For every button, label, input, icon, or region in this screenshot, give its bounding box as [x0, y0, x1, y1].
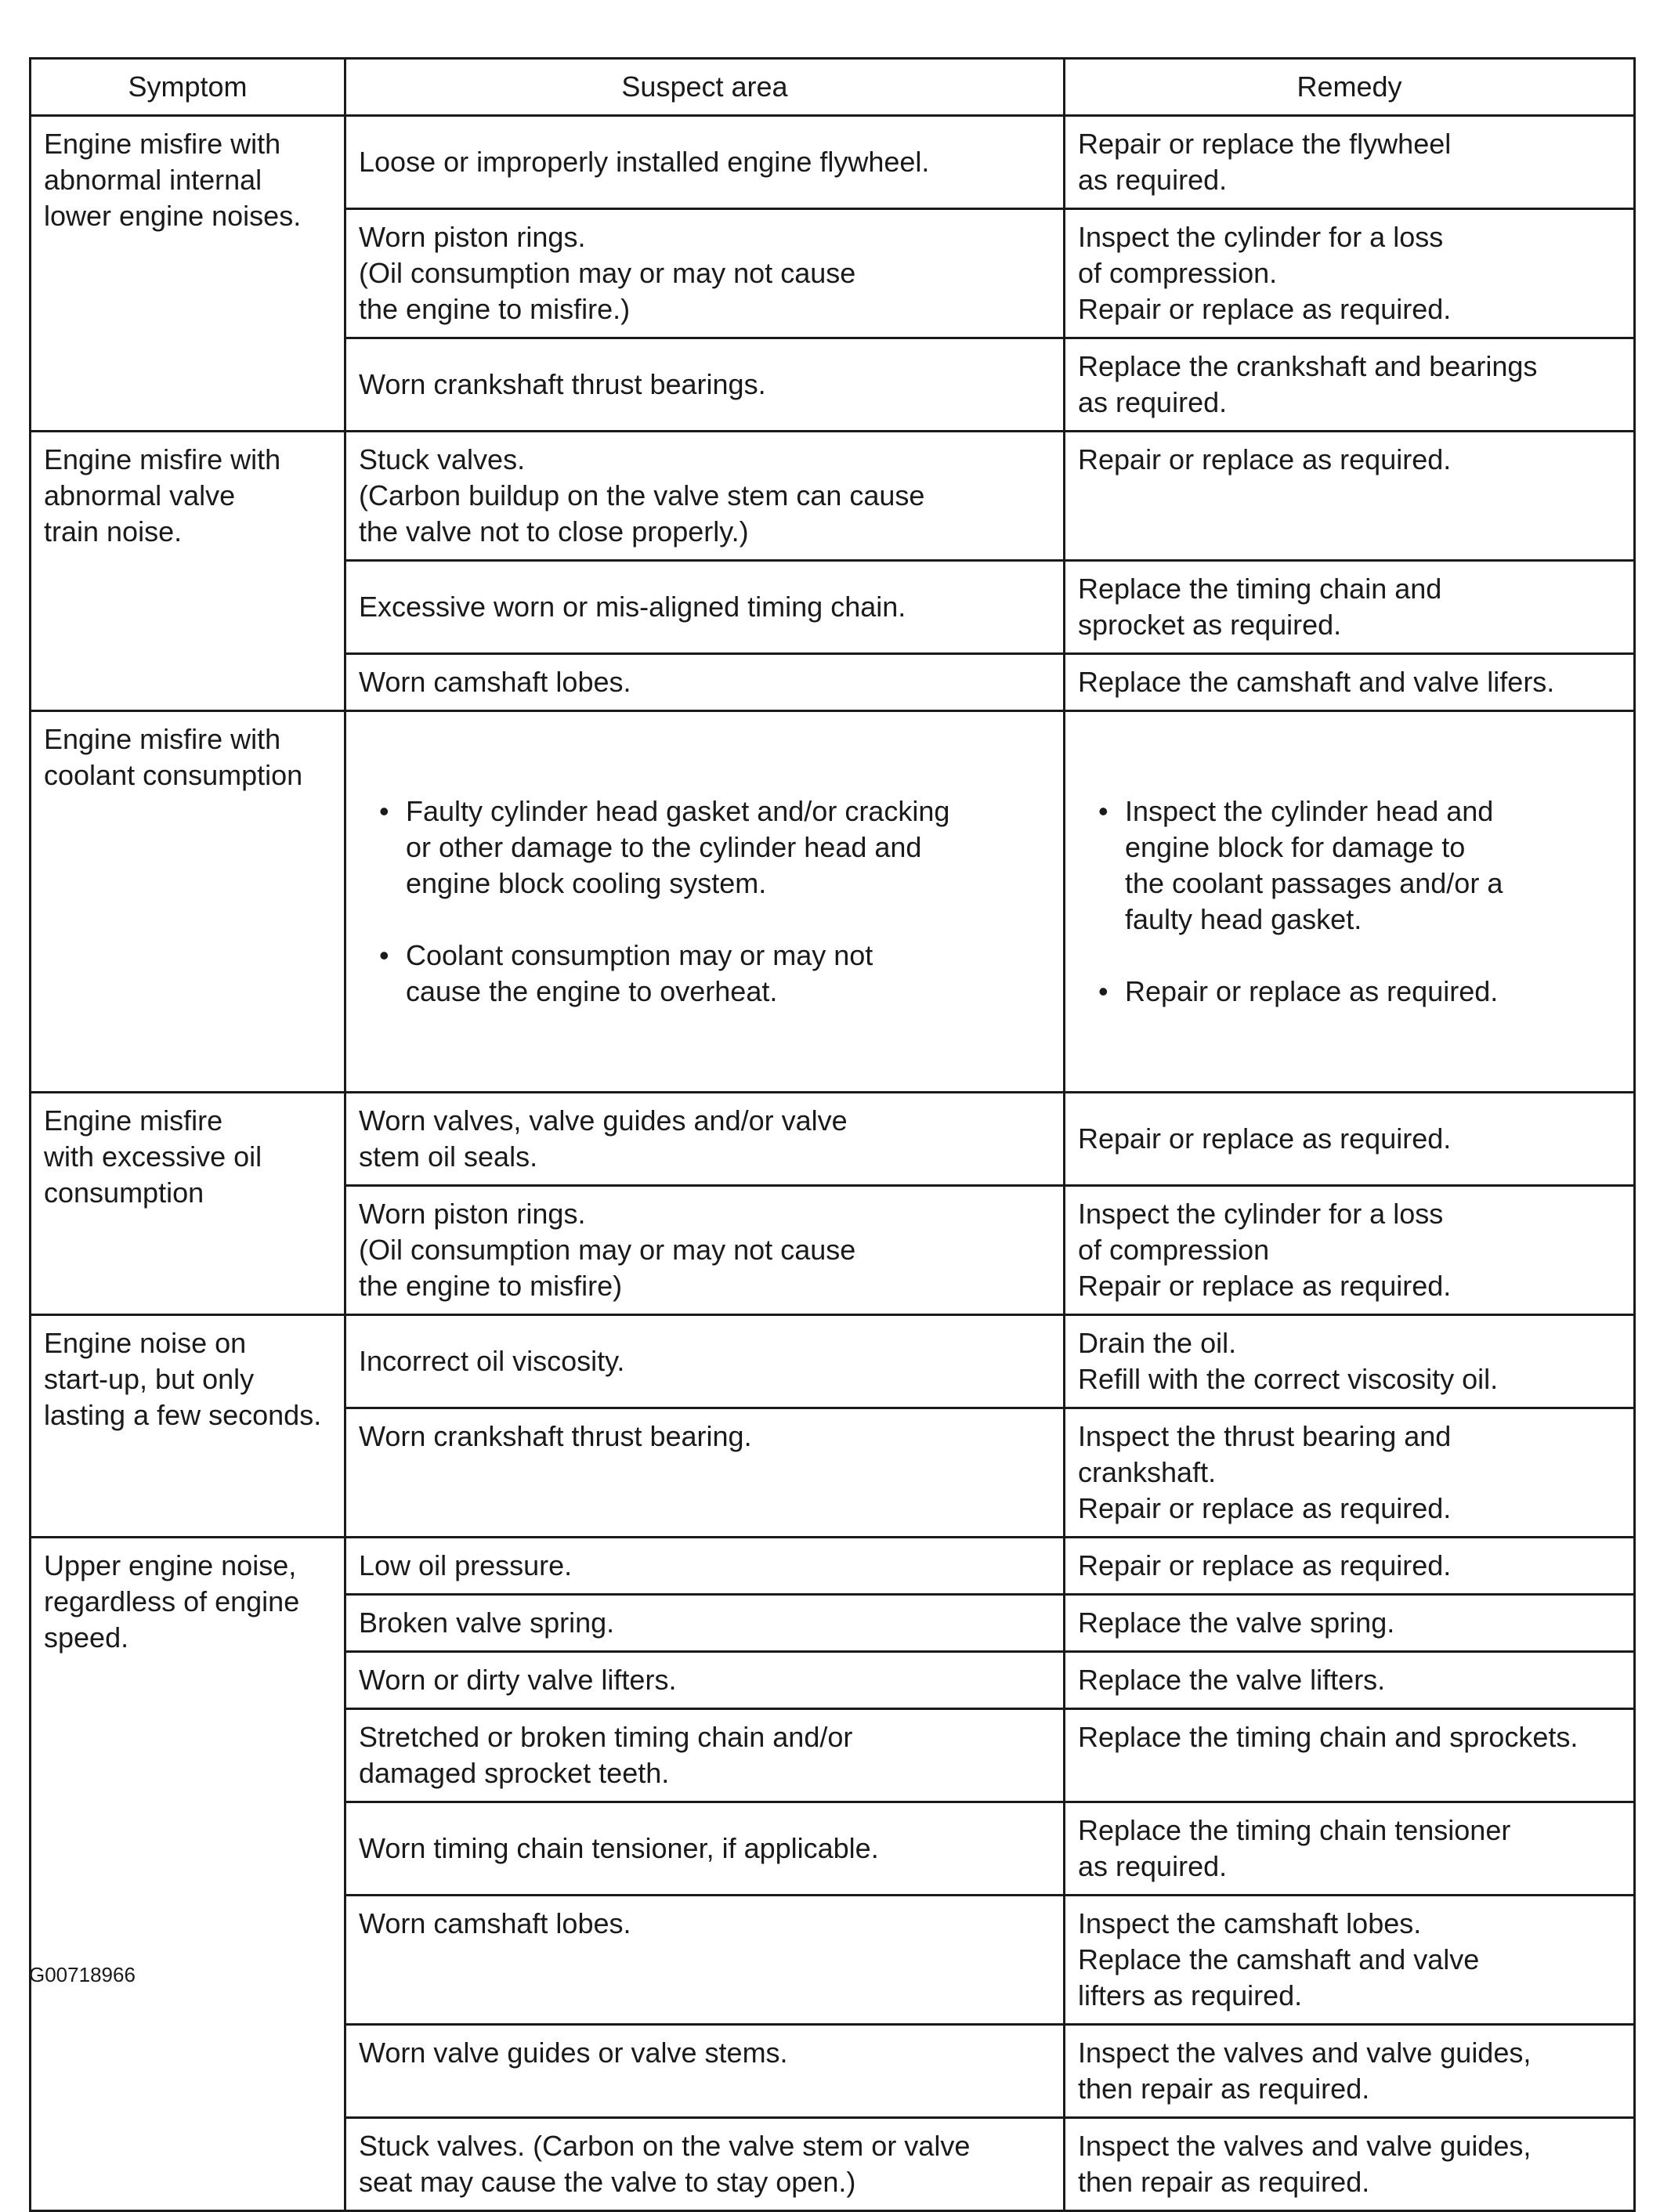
remedy-bullet-list	[1078, 757, 1621, 1046]
table-row	[31, 116, 1635, 209]
suspect-cell: Worn camshaft lobes.	[345, 654, 1065, 711]
suspect-cell: Stretched or broken timing chain and/or damaged sprocket teeth.	[345, 1709, 1065, 1802]
remedy-cell: Repair or replace as required.	[1065, 1538, 1635, 1595]
symptom-cell: Engine misfire with excessive oil consumption	[31, 1093, 345, 1315]
table-row	[31, 1538, 1635, 1595]
suspect-cell: Excessive worn or mis-aligned timing chain.	[345, 561, 1065, 654]
suspect-cell: Worn piston rings. (Oil consumption may or may not cause the engine to misfire)	[345, 1186, 1065, 1315]
table-row	[31, 432, 1635, 561]
remedy-cell: Replace the valve lifters.	[1065, 1652, 1635, 1709]
symptom-cell: Engine noise on start-up, but only lasting a few seconds.	[31, 1315, 345, 1538]
remedy-cell: Inspect the valves and valve guides, then repair as required.	[1065, 2118, 1635, 2211]
suspect-cell: Worn camshaft lobes.	[345, 1896, 1065, 2025]
remedy-cell: Inspect the cylinder for a loss of compression Repair or replace as required.	[1065, 1186, 1635, 1315]
symptom-cell: Upper engine noise, regardless of engine speed.	[31, 1538, 345, 2211]
symptom-cell: Engine misfire with abnormal internal lower engine noises.	[31, 116, 345, 432]
header-row	[31, 59, 1635, 116]
remedy-cell: Replace the valve spring.	[1065, 1595, 1635, 1652]
header-symptom: Symptom	[31, 59, 345, 116]
header-suspect-area: Suspect area	[345, 59, 1065, 116]
suspect-cell: Incorrect oil viscosity.	[345, 1315, 1065, 1408]
remedy-cell: Inspect the cylinder for a loss of compression. Repair or replace as required.	[1065, 209, 1635, 338]
remedy-cell: Repair or replace the flywheel as required.	[1065, 116, 1635, 209]
remedy-cell: Replace the timing chain and sprocket as required.	[1065, 561, 1635, 654]
table-row	[31, 1315, 1635, 1408]
symptom-cell: Engine misfire with abnormal valve train noise.	[31, 432, 345, 711]
symptom-cell: Engine misfire with coolant consumption	[31, 711, 345, 1093]
suspect-cell: Worn or dirty valve lifters.	[345, 1652, 1065, 1709]
figure-code: G00718966	[29, 1963, 136, 1986]
header-remedy: Remedy	[1065, 59, 1635, 116]
remedy-cell: Replace the timing chain and sprockets.	[1065, 1709, 1635, 1802]
table-row	[31, 1093, 1635, 1186]
remedy-cell	[1065, 711, 1635, 1093]
diagnosis-table	[29, 57, 1636, 2212]
suspect-cell	[345, 711, 1065, 1093]
remedy-cell: Inspect the valves and valve guides, then repair as required.	[1065, 2025, 1635, 2118]
remedy-cell: Drain the oil. Refill with the correct viscosity oil.	[1065, 1315, 1635, 1408]
table-row	[31, 711, 1635, 1093]
suspect-cell: Worn piston rings. (Oil consumption may or may not cause the engine to misfire.)	[345, 209, 1065, 338]
suspect-cell: Stuck valves. (Carbon on the valve stem or valve seat may cause the valve to stay open.)	[345, 2118, 1065, 2211]
suspect-cell: Low oil pressure.	[345, 1538, 1065, 1595]
remedy-cell: Replace the camshaft and valve lifers.	[1065, 654, 1635, 711]
remedy-bullet: • Inspect the cylinder head and engine block for damage to the coolant passages and/or a faulty head gasket.	[1125, 793, 1621, 938]
suspect-cell: Worn valves, valve guides and/or valve stem oil seals.	[345, 1093, 1065, 1186]
remedy-cell: Replace the crankshaft and bearings as required.	[1065, 338, 1635, 432]
suspect-cell: Worn crankshaft thrust bearing.	[345, 1408, 1065, 1538]
suspect-bullet: • Faulty cylinder head gasket and/or cracking or other damage to the cylinder head and engine block cooling system.	[406, 793, 1051, 902]
remedy-cell: Inspect the camshaft lobes. Replace the camshaft and valve lifters as required.	[1065, 1896, 1635, 2025]
suspect-cell: Worn crankshaft thrust bearings.	[345, 338, 1065, 432]
remedy-bullet: • Repair or replace as required.	[1125, 974, 1621, 1010]
diagnosis-table-container	[29, 57, 1633, 2212]
suspect-bullet-list	[359, 757, 1051, 1046]
suspect-bullet: • Coolant consumption may or may not cause the engine to overheat.	[406, 938, 1051, 1010]
remedy-cell: Repair or replace as required.	[1065, 1093, 1635, 1186]
remedy-cell: Inspect the thrust bearing and crankshaft. Repair or replace as required.	[1065, 1408, 1635, 1538]
suspect-cell: Stuck valves. (Carbon buildup on the valve stem can cause the valve not to close properly.)	[345, 432, 1065, 561]
suspect-cell: Worn timing chain tensioner, if applicable.	[345, 1802, 1065, 1896]
suspect-cell: Broken valve spring.	[345, 1595, 1065, 1652]
remedy-cell: Repair or replace as required.	[1065, 432, 1635, 561]
suspect-cell: Worn valve guides or valve stems.	[345, 2025, 1065, 2118]
remedy-cell: Replace the timing chain tensioner as required.	[1065, 1802, 1635, 1896]
suspect-cell: Loose or improperly installed engine flywheel.	[345, 116, 1065, 209]
